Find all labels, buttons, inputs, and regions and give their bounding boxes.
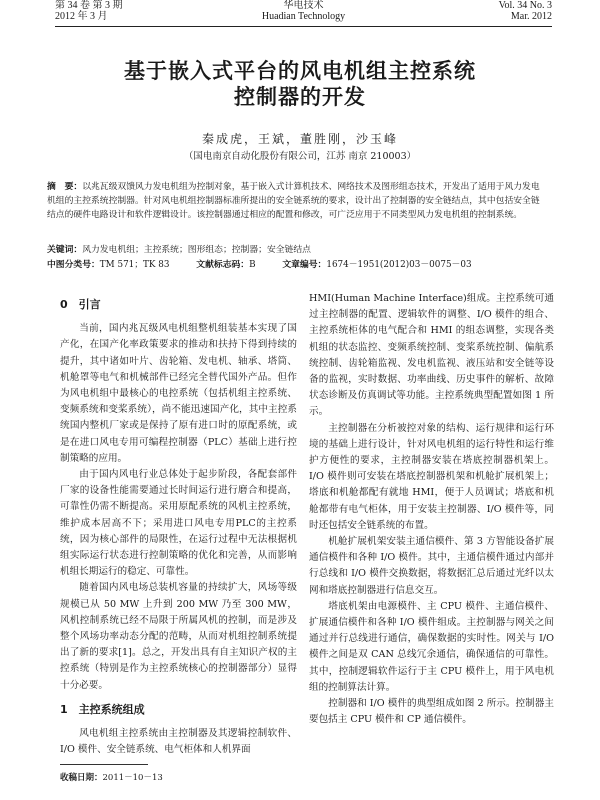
footnote-rule [60, 764, 148, 765]
article-number-value: 1674－1951(2012)03－0075－03 [326, 260, 472, 270]
abstract-label: 摘 要： [47, 182, 83, 192]
received-value: 2011－10－13 [102, 773, 163, 783]
keywords [47, 244, 540, 257]
header-vol-no-en: Vol. 34 No. 3 [498, 0, 552, 11]
title-line-1: 基于嵌入式平台的风电机组主控系统 [124, 59, 476, 83]
classification-line [47, 259, 540, 271]
affiliation: （国电南京自动化股份有限公司，江苏 南京 210003） [183, 151, 417, 162]
keywords-label: 关键词： [47, 245, 83, 255]
title-line-2: 控制器的开发 [234, 85, 366, 109]
header-volume-en [499, 0, 552, 22]
header-volume-issue: 第 34 卷 第 3 期 [55, 0, 123, 11]
header-date-cn: 2012 年 3 月 [55, 11, 108, 22]
clc-label: 中图分类号： [47, 260, 100, 270]
header-journal-cn: 华电技术 [283, 0, 324, 11]
paragraph: HMI(Human Machine Interface)组成。主控系统可通过主控制器的配置、逻辑软件的调整、I/O 模件的组合、主控系统柜体的电气配合和 HMI 的组态调整，实现各类机组的状态监控、变频系统控制、变桨系统控制、偏航系统控制、齿轮箱监视、发电机监视、液压站和安全链等设备的监视，实时数据、功率曲线、历史事件的解析、故障状态诊断及仿真调试等功能。主控系统典型配置如图 1 所示。 [309, 293, 554, 418]
section-heading-intro: 0 引言 [60, 298, 101, 311]
keywords-text: 风力发电机组；主控系统；图形组态；控制器；安全链结点 [82, 245, 311, 255]
document-code [196, 260, 255, 270]
article-title [60, 58, 540, 110]
paragraph: 控制器和 I/O 模件的典型组成如图 2 所示。控制器主要包括主 CPU 模件和 CP 通信模件。 [309, 698, 554, 726]
header-rule [55, 26, 552, 27]
clc-value: TM 571；TK 83 [99, 260, 170, 270]
received-date [60, 771, 163, 783]
paragraph: 塔底机架由电源模件、主 CPU 模件、主通信模件、扩展通信模件和各种 I/O 模件组成。主控制器与网关之间通过并行总线进行通信，确保数据的实时性。网关与 I/O 模件之间是双 CAN 总线冗余通信，确保通信的可靠性。其中，控制逻辑软件运行于主 CPU 模件上，用于风电机组的控制算法计算。 [309, 600, 554, 693]
received-label: 收稿日期： [60, 773, 103, 783]
header-date-en: Mar. 2012 [510, 11, 552, 22]
doc-code-label: 文献标志码： [196, 260, 250, 270]
paragraph: 随着国内风电场总装机容量的持续扩大，风场等级规模已从 50 MW 上升到 200 MW 乃至 300 MW，风机控制系统已经不局限于所属风机的控制，而是涉及整个风场功率动态分配的范畴，从而对机组控制系统提出了新的要求[1]。总之，开发出具有自主知识产权的主控系统（特别是作为主控系统核心的控制器部分）显得十分必要。 [60, 582, 297, 691]
left-column [60, 295, 297, 758]
paragraph: 当前，国内兆瓦级风电机组整机组装基本实现了国产化，在国产化率政策要求的推动和扶持下得到持续的提升，其中诸如叶片、齿轮箱、发电机、轴承、塔筒、机舱罩等电气和机械部件已经完全替代国外产品。但作为风电机组中最核心的电控系统（包括机组主控系统、变频系统和变桨系统），尚不能迅速国产化，其中主控系统国内整机厂家或是保持了原有进口时的原配系统，或是在进口风电专用可编程控制器（PLC）基础上进行控制策略的应用。 [60, 323, 297, 464]
paragraph: 机舱扩展机架安装主通信模件、第 3 方智能设备扩展通信模件和各种 I/O 模件。其中，主通信模件通过内部并行总线和 I/O 模件交换数据，将数据汇总后通过光纤以太网和塔底控制器进行信息交互。 [309, 536, 554, 596]
paragraph: 风电机组主控系统由主控制器及其逻辑控制软件、I/O 模件、安全链系统、电气柜体和人机界面 [60, 728, 297, 756]
section-heading-system: 1 主控系统组成 [60, 702, 145, 716]
article-number [282, 260, 471, 270]
header-journal [55, 0, 552, 22]
author-list: 秦成虎，王斌，董胜刚，沙玉峰 [201, 132, 398, 146]
abstract-text: 以兆瓦级双馈风力发电机组为控制对象，基于嵌入式计算机技术、网络技术及图形组态技术，开发出了适用于风力发电机组的主控系统控制器。针对风电机组控制器标准所提出的安全链系统的要求，设计出了控制器的安全链结点，其中包括安全链结点的硬件电路设计和软件逻辑设计。该控制器通过相应的配置和修改，可广泛应用于不同类型风力发电机组的控制系统。 [47, 182, 540, 220]
header-journal-en: Huadian Technology [261, 11, 346, 22]
abstract [47, 180, 540, 222]
article-number-label: 文章编号： [282, 260, 327, 270]
right-column [309, 291, 554, 728]
running-header [55, 0, 552, 24]
paragraph: 主控制器在分析被控对象的结构、运行规律和运行环境的基础上进行设计，针对风电机组的运行特性和运行维护方便性的要求，主控制器安装在塔底控制器机架上。I/O 模件则可安装在塔底控制器机架和机舱扩展机架上；塔底和机舱都配有就地 HMI，便于人员调试；塔底和机舱都带有电气柜体，用于安装主控制器、I/O 模件等，同时还包括安全链系统的布置。 [309, 422, 554, 531]
doc-code-value: B [249, 260, 256, 270]
clc-number [47, 260, 170, 270]
paragraph: 由于国内风电行业总体处于起步阶段，各配套部件厂家的设备性能需要通过长时间运行进行磨合和提高，可靠性仍需不断提高。采用原配系统的风机主控系统，维护成本居高不下；采用进口风电专用PLC的主控系统，因为核心部件的局限性，在运行过程中无法根据机组实际运行状态进行控制策略的优化和完善，从而影响机组长期运行的稳定、可靠性。 [60, 469, 297, 578]
